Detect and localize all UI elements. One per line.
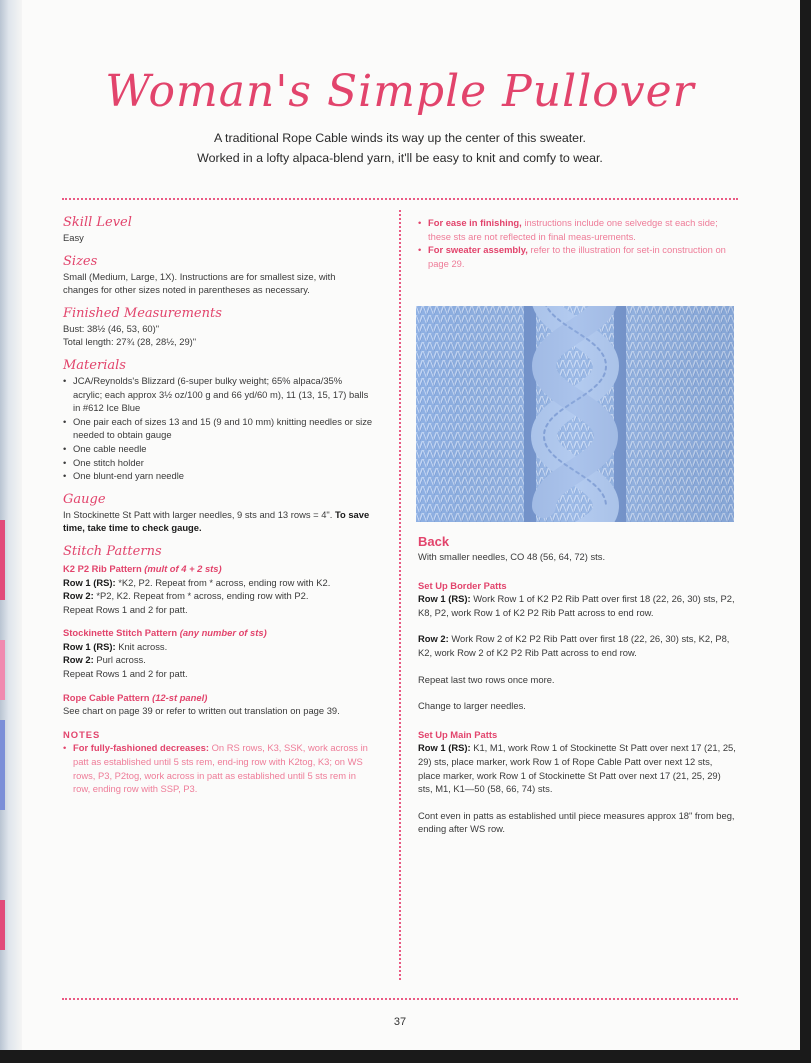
length-measurement: Total length: 27¾ (28, 28½, 29)" xyxy=(63,336,197,348)
back-section xyxy=(418,534,736,836)
list-item: • One pair each of sizes 13 and 15 (9 and 10 mm) knitting needles or size needed to obtain gauge xyxy=(63,415,373,442)
cable-swatch-photo xyxy=(416,306,734,522)
notes-list-continued xyxy=(418,216,736,270)
row-text: *P2, K2. Repeat from * across, ending row with P2. xyxy=(96,590,309,602)
row-label: Row 1 (RS): xyxy=(63,576,116,588)
rope-cable-text: See chart on page 39 or refer to written out translation on page 39. xyxy=(63,705,340,717)
rib-repeat: Repeat Rows 1 and 2 for patt. xyxy=(63,603,188,615)
stockinette-row-2 xyxy=(63,653,373,667)
stockinette-multiple: (any number of sts) xyxy=(179,627,267,639)
row-label: Row 2: xyxy=(418,633,449,645)
note-text: On RS rows, K3, SSK, work across in patt as established until 5 sts rem, end-ing row with K2tog, K3; on WS rows, P3, P2tog, work across in patt as established until 5 sts rem in row, ending row with SSP, P3. xyxy=(73,742,368,795)
list-item: • JCA/Reynolds's Blizzard (6-super bulky weight; 65% alpaca/35% acrylic; each approx 3½ oz/100 g and 66 yd/60 m), 11 (13, 15, 17) balls in #612 Ice Blue xyxy=(63,374,373,415)
stockinette-name: Stockinette Stitch Pattern xyxy=(63,627,178,639)
skill-text: Easy xyxy=(63,232,84,243)
row-text: Purl across. xyxy=(96,654,146,666)
bottom-dotted-rule xyxy=(62,998,738,1000)
intro-line-2: Worked in a lofty alpaca-blend yarn, it'll be easy to knit and comfy to wear. xyxy=(197,151,603,165)
bust-measurement: Bust: 38½ (46, 53, 60)" xyxy=(63,322,160,334)
row-label: Row 1 (RS): xyxy=(63,640,116,652)
spine-color-strip xyxy=(0,640,5,700)
notes-heading: NOTES xyxy=(63,728,101,740)
stitch-patterns-heading: Stitch Patterns xyxy=(63,543,162,559)
repeat-text: Repeat last two rows once more. xyxy=(418,673,555,685)
gauge-detail: In Stockinette St Patt with larger needles, 9 sts and 13 rows = 4". xyxy=(63,508,333,520)
gauge-note: To save time, take time to check gauge. xyxy=(63,508,370,534)
list-item: • One stitch holder xyxy=(63,456,373,470)
spine-color-strip xyxy=(0,720,5,810)
list-item: • One blunt-end yarn needle xyxy=(63,469,373,483)
note-text: refer to the illustration for set-in construction on page 29. xyxy=(428,244,726,269)
stockinette-repeat: Repeat Rows 1 and 2 for patt. xyxy=(63,668,188,680)
intro-line-1: A traditional Rope Cable winds its way up the center of this sweater. xyxy=(214,131,586,145)
stockinette-row-1 xyxy=(63,640,373,654)
spine-color-strip xyxy=(0,900,5,950)
back-text: With smaller needles, CO 48 (56, 64, 72) sts. xyxy=(418,551,606,562)
row-label: Row 1 (RS): xyxy=(418,593,471,605)
main-row-1 xyxy=(418,741,736,795)
right-column-notes xyxy=(418,216,736,270)
list-item xyxy=(63,741,373,795)
sizes-heading: Sizes xyxy=(63,253,98,269)
border-row-1 xyxy=(418,592,736,619)
note-label: For fully-fashioned decreases: xyxy=(73,742,209,754)
row-text: *K2, P2. Repeat from * across, ending row with K2. xyxy=(118,576,331,588)
page-title: Woman's Simple Pullover xyxy=(105,66,695,117)
rope-cable-name: Rope Cable Pattern xyxy=(63,691,150,703)
materials-heading: Materials xyxy=(63,357,126,373)
list-item xyxy=(418,243,736,270)
note-label: For sweater assembly, xyxy=(428,244,528,256)
change-needles-text: Change to larger needles. xyxy=(418,700,526,712)
materials-list xyxy=(63,374,373,483)
note-text: instructions include one selvedge st each side; these sts are not reflected in final meas-urements. xyxy=(428,217,718,242)
measurements-heading: Finished Measurements xyxy=(63,305,222,321)
rib-row-1 xyxy=(63,576,373,590)
row-label: Row 2: xyxy=(63,590,94,602)
notes-list xyxy=(63,741,373,795)
continue-text: Cont even in patts as established until piece measures approx 18" from beg, ending after WS row. xyxy=(418,809,735,835)
row-text: Work Row 2 of K2 P2 Rib Patt over first 18 (22, 26, 30) sts, K2, P8, K2, work Row 2 of K2 P2 Rib Patt across to end row. xyxy=(418,633,730,658)
spacer xyxy=(418,619,736,632)
row-text: K1, M1, work Row 1 of Stockinette St Patt over next 17 (21, 25, 29) sts, place marker, work Row 1 of Rope Cable Patt over next 12 sts, place marker, work Row 1 of Stockinette St Patt over next 17 (21, 25, 29) sts, M1, K1—50 (58, 66, 74) sts. xyxy=(418,742,736,795)
rib-pattern-multiple: (mult of 4 + 2 sts) xyxy=(144,562,222,574)
column-divider xyxy=(399,210,401,980)
note-label: For ease in finishing, xyxy=(428,217,522,228)
sizes-text: Small (Medium, Large, 1X). Instructions are for smallest size, with changes for other sizes noted in parentheses as necessary. xyxy=(63,270,336,296)
spacer xyxy=(418,796,736,809)
rib-pattern-heading xyxy=(63,562,373,576)
border-patts-heading: Set Up Border Patts xyxy=(418,579,507,591)
spacer xyxy=(418,660,736,673)
gauge-heading: Gauge xyxy=(63,491,106,507)
rib-row-2 xyxy=(63,589,373,603)
main-patts-heading: Set Up Main Patts xyxy=(418,728,498,740)
row-text: Knit across. xyxy=(118,640,168,652)
spacer xyxy=(418,686,736,699)
border-row-2 xyxy=(418,632,736,659)
left-column xyxy=(63,206,373,796)
stockinette-heading xyxy=(63,626,373,640)
rope-cable-heading xyxy=(63,691,373,705)
back-heading: Back xyxy=(418,534,450,549)
rib-pattern-name: K2 P2 Rib Pattern xyxy=(63,562,142,574)
row-label: Row 1 (RS): xyxy=(418,742,471,754)
list-item: • One cable needle xyxy=(63,442,373,456)
spine-color-strip xyxy=(0,520,5,600)
row-label: Row 2: xyxy=(63,654,94,666)
top-dotted-rule xyxy=(62,198,738,200)
knit-swatch-illustration xyxy=(416,306,734,522)
skill-heading: Skill Level xyxy=(63,215,132,230)
page-number: 37 xyxy=(393,1016,407,1028)
row-text: Work Row 1 of K2 P2 Rib Patt over first 18 (22, 26, 30) sts, P2, K8, P2, work Row 1 of K2 P2 Rib Patt across to end row. xyxy=(418,593,735,618)
list-item xyxy=(418,216,736,243)
rope-cable-panel: (12-st panel) xyxy=(152,691,208,703)
gauge-text xyxy=(63,508,373,535)
